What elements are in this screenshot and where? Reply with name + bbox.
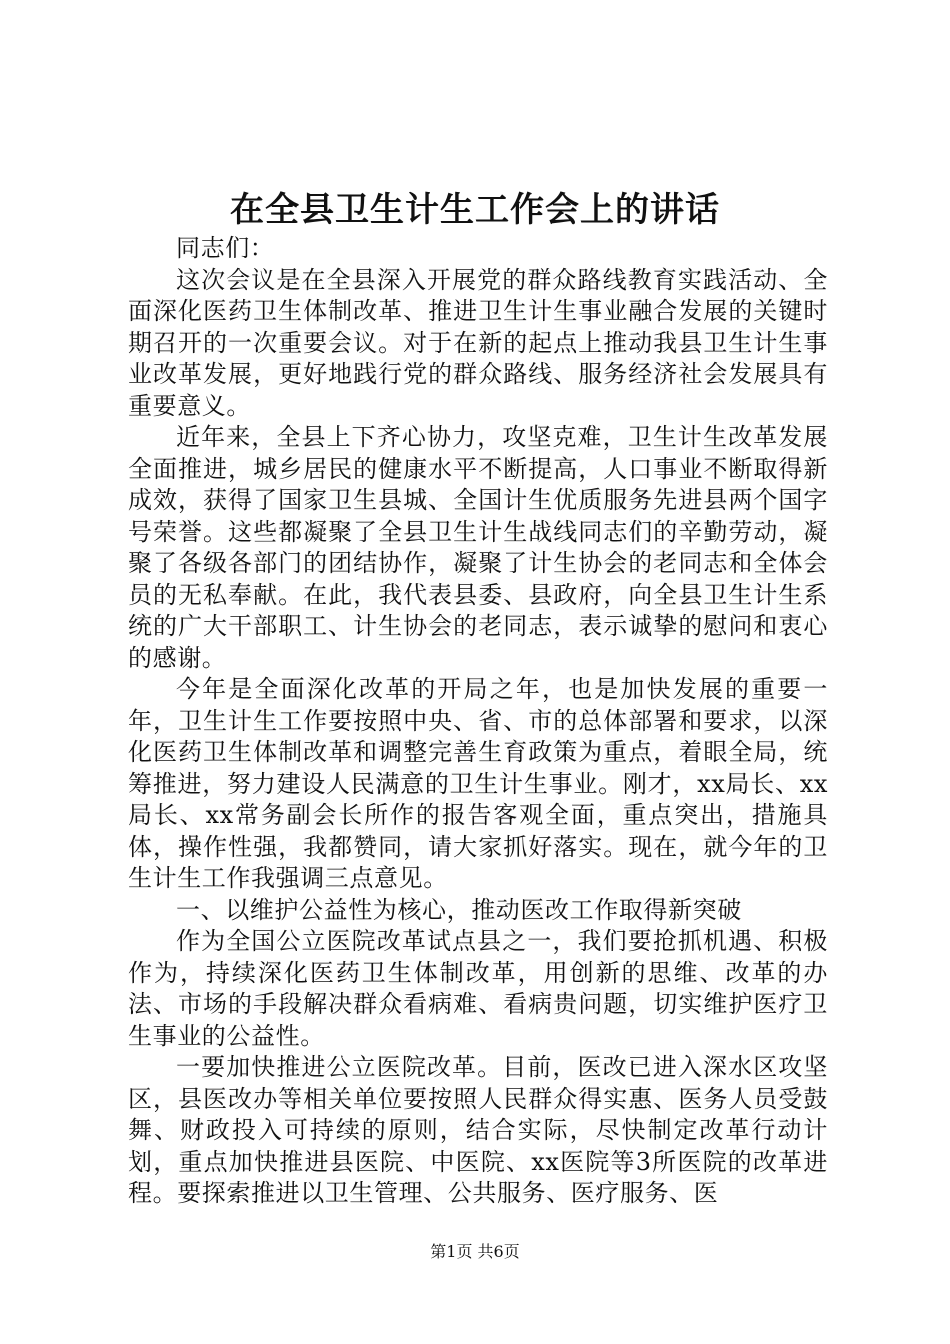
body-paragraph: 这次会议是在全县深入开展党的群众路线教育实践活动、全面深化医药卫生体制改革、推进卫生计生事业融合发展的关键时期召开的一次重要会议。对于在新的起点上推动我县卫生计生事业改革发展，更好地践行党的群众路线、服务经济社会发展具有重要意义。	[128, 265, 828, 420]
body-paragraph: 一要加快推进公立医院改革。目前，医改已进入深水区攻坚区，县医改办等相关单位要按照人民群众得实惠、医务人员受鼓舞、财政投入可持续的原则，结合实际，尽快制定改革行动计划，重点加快推进县医院、中医院、xx医院等3所医院的改革进程。要探索推进以卫生管理、公共服务、医疗服务、医	[128, 1053, 828, 1207]
body-paragraph: 近年来，全县上下齐心协力，攻坚克难，卫生计生改革发展全面推进，城乡居民的健康水平不断提高，人口事业不断取得新成效，获得了国家卫生县城、全国计生优质服务先进县两个国字号荣誉。这些都凝聚了全县卫生计生战线同志们的辛勤劳动，凝聚了各级各部门的团结协作，凝聚了计生协会的老同志和全体会员的无私奉献。在此，我代表县委、县政府，向全县卫生计生系统的广大干部职工、计生协会的老同志，表示诚挚的慰问和衷心的感谢。	[128, 423, 828, 672]
body-paragraph: 作为全国公立医院改革试点县之一，我们要抢抓机遇、积极作为，持续深化医药卫生体制改革，用创新的思维、改革的办法、市场的手段解决群众看病难、看病贵问题，切实维护医疗卫生事业的公益性。	[128, 927, 828, 1050]
salutation-paragraph: 同志们：	[176, 234, 275, 262]
document-body	[128, 233, 828, 1210]
section-heading: 一、以维护公益性为核心，推动医改工作取得新突破	[176, 895, 742, 924]
page-number-footer: 第1页 共6页	[430, 1242, 520, 1261]
document-title: 在全县卫生计生工作会上的讲话	[230, 190, 720, 230]
body-paragraph: 今年是全面深化改革的开局之年，也是加快发展的重要一年，卫生计生工作要按照中央、省、市的总体部署和要求，以深化医药卫生体制改革和调整完善生育政策为重点，着眼全局，统筹推进，努力建设人民满意的卫生计生事业。刚才，xx局长、xx局长、xx常务副会长所作的报告客观全面，重点突出，措施具体，操作性强，我都赞同，请大家抓好落实。现在，就今年的卫生计生工作我强调三点意见。	[128, 675, 828, 892]
